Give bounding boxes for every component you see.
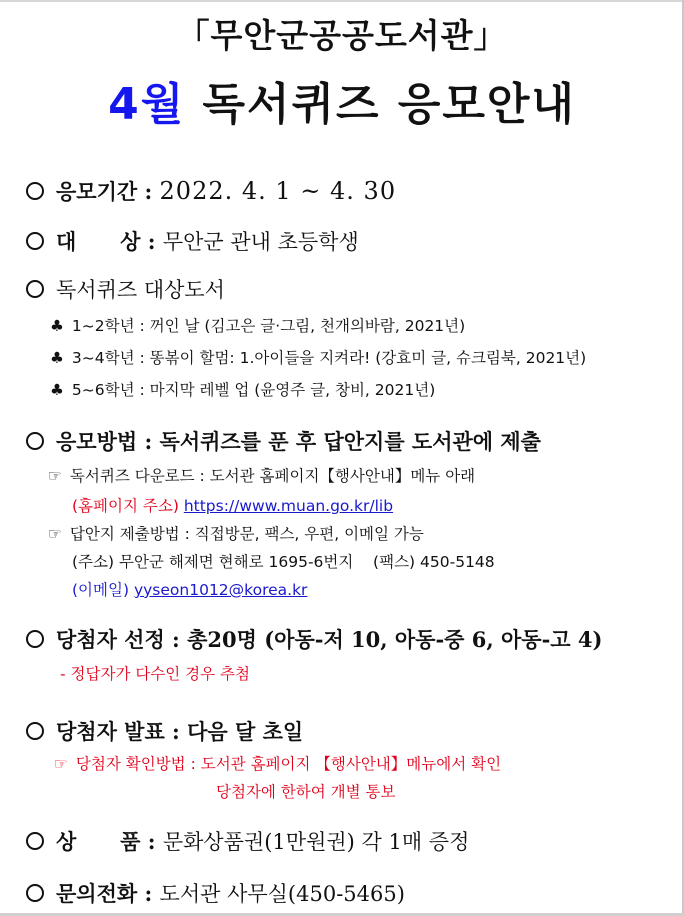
target-label: 대 상 : xyxy=(56,229,163,254)
title-month: 4월 xyxy=(108,79,186,130)
announce-label: 당첨자 발표 : xyxy=(56,719,188,744)
homepage-line xyxy=(72,494,393,516)
prize-label: 상 품 : xyxy=(56,829,163,854)
circle-bullet-icon xyxy=(26,630,44,648)
circle-bullet-icon xyxy=(26,232,44,250)
book-item-text: 1~2학년 : 꺼인 날 (김고은 글·그림, 천개의바람, 2021년) xyxy=(71,317,466,335)
book-item-text: 3~4학년 : 똥볶이 할멈: 1.아이들을 지켜라! (강효미 글, 슈크림북, 2021년) xyxy=(71,349,587,367)
prize-value: 문화상품권(1만원권) 각 1매 증정 xyxy=(162,830,470,854)
announce-line-1 xyxy=(54,752,501,774)
section-contact xyxy=(26,878,405,908)
contact-label: 문의전화 : xyxy=(56,881,160,906)
email-label: (이메일) xyxy=(72,581,130,599)
books-label: 독서퀴즈 대상도서 xyxy=(56,278,225,302)
circle-bullet-icon xyxy=(26,182,44,200)
library-name: 「무안군공공도서관」 xyxy=(176,16,508,55)
email-link[interactable]: yyseon1012@korea.kr xyxy=(133,581,308,599)
download-text: 독서퀴즈 다운로드 : 도서관 홈페이지【행사안내】메뉴 아래 xyxy=(69,467,476,485)
circle-bullet-icon xyxy=(26,884,44,902)
book-item-1 xyxy=(50,314,465,336)
section-period xyxy=(26,176,396,206)
circle-bullet-icon xyxy=(26,280,44,298)
method-label: 응모방법 : xyxy=(56,429,160,454)
section-target xyxy=(26,226,359,256)
section-selection xyxy=(26,624,602,654)
book-item-3 xyxy=(50,378,435,400)
page-title xyxy=(0,68,684,132)
section-books xyxy=(26,274,225,304)
club-icon: ♣ xyxy=(50,349,64,367)
contact-value: 도서관 사무실(450-5465) xyxy=(159,882,405,906)
submit-line xyxy=(48,522,424,544)
selection-label: 당첨자 선정 : xyxy=(56,627,188,652)
circle-bullet-icon xyxy=(26,832,44,850)
section-announce xyxy=(26,716,303,746)
section-method xyxy=(26,426,541,456)
submit-text: 답안지 제출방법 : 직접방문, 팩스, 우편, 이메일 가능 xyxy=(69,525,424,543)
method-value: 독서퀴즈를 푼 후 답안지를 도서관에 제출 xyxy=(159,429,541,454)
download-line xyxy=(48,464,475,486)
book-item-text: 5~6학년 : 마지막 레벨 업 (윤영주 글, 창비, 2021년) xyxy=(71,381,436,399)
title-rest: 독서퀴즈 응모안내 xyxy=(185,79,576,130)
selection-note: - 정답자가 다수인 경우 추첨 xyxy=(60,665,251,683)
address-line: (주소) 무안군 해제면 현해로 1695-6번지 (팩스) 450-5148 xyxy=(72,553,495,571)
announce-value: 다음 달 초일 xyxy=(187,719,304,744)
announce-line-1-text: 당첨자 확인방법 : 도서관 홈페이지 【행사안내】메뉴에서 확인 xyxy=(75,755,502,773)
period-label: 응모기간 : xyxy=(56,179,160,204)
pointing-hand-icon: ☞ xyxy=(48,467,62,485)
period-value: 2022. 4. 1 ~ 4. 30 xyxy=(159,177,397,205)
section-prize xyxy=(26,826,469,856)
club-icon: ♣ xyxy=(50,381,64,399)
top-border xyxy=(0,0,684,2)
pointing-hand-icon: ☞ xyxy=(48,525,62,543)
club-icon: ♣ xyxy=(50,317,64,335)
email-line xyxy=(72,578,307,600)
announce-line-2: 당첨자에 한하여 개별 통보 xyxy=(216,783,396,801)
pointing-hand-icon: ☞ xyxy=(54,755,68,773)
selection-value: 총20명 (아동-저 10, 아동-중 6, 아동-고 4) xyxy=(187,627,603,652)
circle-bullet-icon xyxy=(26,432,44,450)
homepage-label: (홈페이지 주소) xyxy=(72,497,179,515)
book-item-2 xyxy=(50,346,586,368)
circle-bullet-icon xyxy=(26,722,44,740)
target-value: 무안군 관내 초등학생 xyxy=(162,230,359,254)
homepage-link[interactable]: https://www.muan.go.kr/lib xyxy=(183,497,394,515)
